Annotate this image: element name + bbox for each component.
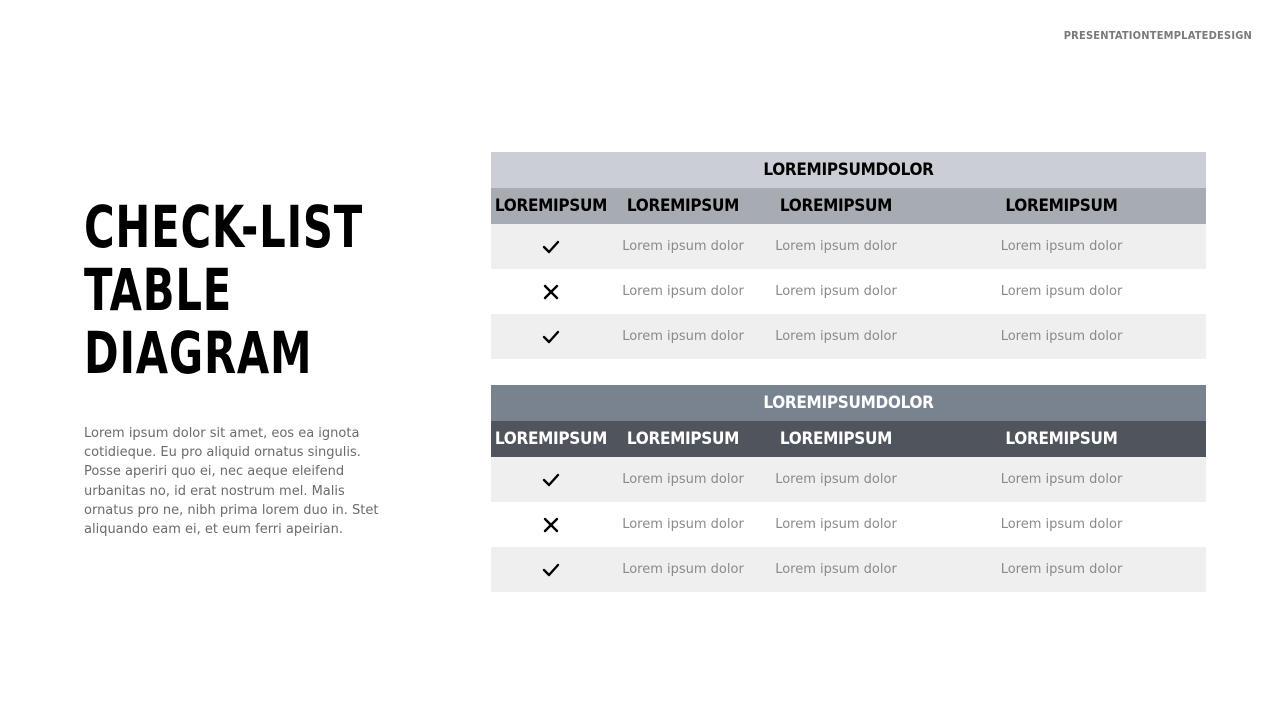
title-line: DIAGRAM <box>84 319 313 387</box>
table-header-row <box>491 188 1206 224</box>
table-row <box>491 457 1206 502</box>
table-header-row <box>491 421 1206 457</box>
checklist-table-2 <box>491 385 1206 592</box>
table-cell: Lorem ipsum dolor <box>622 472 744 487</box>
table-cell: Lorem ipsum dolor <box>775 472 897 487</box>
table-cell: Lorem ipsum dolor <box>1000 329 1123 344</box>
table-cell: Lorem ipsum dolor <box>1000 517 1123 532</box>
table-cell: Lorem ipsum dolor <box>622 284 744 299</box>
column-header: LOREMIPSUM <box>779 429 893 449</box>
column-header: LOREMIPSUM <box>626 196 740 216</box>
page-title <box>84 193 424 387</box>
title-line: TABLE <box>84 256 233 324</box>
title-line: CHECK-LIST <box>84 193 364 261</box>
check-icon <box>491 457 611 502</box>
column-header: LOREMIPSUM <box>1005 196 1118 216</box>
checklist-table-1 <box>491 152 1206 359</box>
table-cell: Lorem ipsum dolor <box>775 239 897 254</box>
table-cell: Lorem ipsum dolor <box>1000 239 1123 254</box>
table-cell: Lorem ipsum dolor <box>775 562 897 577</box>
brand-label: PRESENTATIONTEMPLATEDESIGN <box>1063 29 1252 42</box>
table-cell: Lorem ipsum dolor <box>1000 472 1123 487</box>
column-header: LOREMIPSUM <box>779 196 893 216</box>
check-icon <box>491 224 611 269</box>
table-row <box>491 314 1206 359</box>
check-icon <box>491 314 611 359</box>
cross-icon <box>491 502 611 547</box>
column-header: LOREMIPSUM <box>494 196 608 216</box>
column-header: LOREMIPSUM <box>626 429 740 449</box>
table-title: LOREMIPSUMDOLOR <box>491 152 1206 188</box>
table-cell: Lorem ipsum dolor <box>775 329 897 344</box>
table-cell: Lorem ipsum dolor <box>775 284 897 299</box>
table-row <box>491 224 1206 269</box>
table-cell: Lorem ipsum dolor <box>622 239 744 254</box>
table-title: LOREMIPSUMDOLOR <box>491 385 1206 421</box>
table-cell: Lorem ipsum dolor <box>622 329 744 344</box>
column-header: LOREMIPSUM <box>1005 429 1118 449</box>
table-cell: Lorem ipsum dolor <box>1000 284 1123 299</box>
table-row <box>491 502 1206 547</box>
table-cell: Lorem ipsum dolor <box>1000 562 1123 577</box>
check-icon <box>491 547 611 592</box>
table-cell: Lorem ipsum dolor <box>775 517 897 532</box>
column-header: LOREMIPSUM <box>494 429 608 449</box>
table-row <box>491 269 1206 314</box>
description-text: Lorem ipsum dolor sit amet, eos ea ignota cotidieque. Eu pro aliquid ornatus singulis. Posse aperiri quo ei, nec aeque eleifend urbanitas no, id erat nostrum mel. Malis ornatus pro ne, nibh prima lorem duo in. Stet aliquando eam ei, et eum ferri apeirian. <box>84 426 379 538</box>
table-cell: Lorem ipsum dolor <box>622 562 744 577</box>
cross-icon <box>491 269 611 314</box>
table-cell: Lorem ipsum dolor <box>622 517 744 532</box>
table-row <box>491 547 1206 592</box>
